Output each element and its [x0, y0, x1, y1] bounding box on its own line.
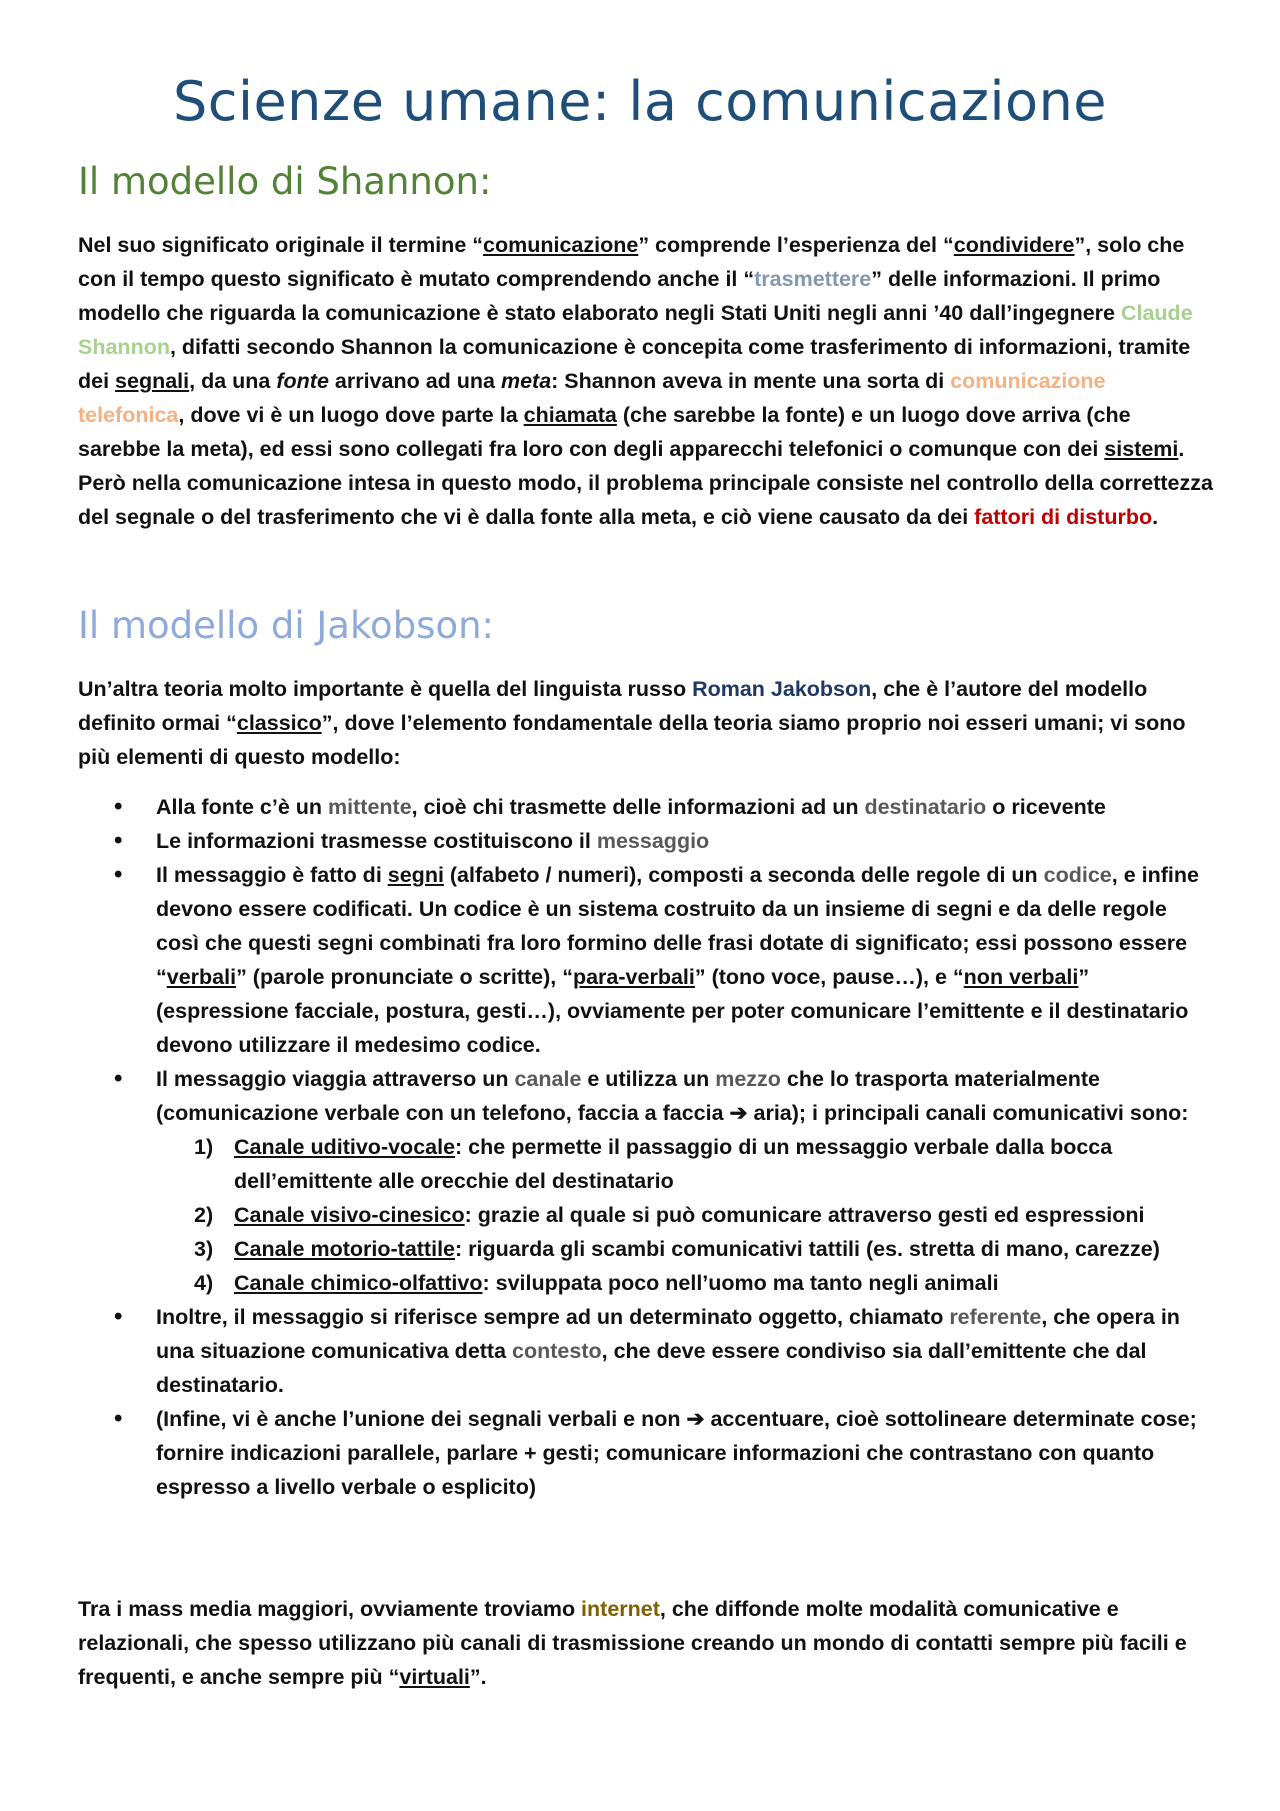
shannon-paragraph — [78, 228, 1213, 534]
emphasized-text: chiamata — [523, 403, 617, 427]
channel-name: Canale uditivo-vocale — [234, 1135, 456, 1159]
channel-description: : grazie al quale si può comunicare attraverso gesti ed espressioni — [464, 1203, 1145, 1227]
text-run: , che è l’autore del modello definito ormai “ — [78, 677, 1148, 735]
emphasized-text: contesto — [512, 1339, 602, 1363]
emphasized-text: trasmettere — [754, 267, 872, 291]
channel-item — [156, 1130, 1213, 1198]
text-run: Tra i mass media maggiori, ovviamente troviamo — [78, 1597, 582, 1621]
channels-list — [156, 1130, 1213, 1300]
arrow-icon: ➔ — [729, 1101, 748, 1125]
emphasized-text: referente — [949, 1305, 1042, 1329]
text-run: (alfabeto / numeri), composti a seconda delle regole di un — [443, 863, 1044, 887]
text-run: arrivano ad una — [328, 369, 501, 393]
text-run: , che opera in una situazione comunicativa detta — [156, 1305, 1180, 1363]
emphasized-text: destinatario — [864, 795, 987, 819]
text-run: , e infine devono essere codificati. Un codice è un sistema costruito da un insieme di segni e da delle regole così che questi segni combinati fra loro formino delle frasi dotate di significato; essi possono essere “ — [156, 863, 1199, 989]
closing-paragraph — [78, 1592, 1213, 1694]
emphasized-text: fattori di disturbo — [974, 505, 1153, 529]
channel-name: Canale visivo-cinesico — [234, 1203, 465, 1227]
text-run: Inoltre, il messaggio si riferisce sempre ad un determinato oggetto, chiamato — [156, 1305, 950, 1329]
text-run: e utilizza un — [581, 1067, 716, 1091]
jakobson-intro-paragraph — [78, 672, 1213, 774]
emphasized-text: verbali — [166, 965, 237, 989]
section-heading-jakobson: Il modello di Jakobson: — [78, 604, 495, 647]
emphasized-text: messaggio — [596, 829, 710, 853]
emphasized-text: fonte — [276, 369, 329, 393]
bullet-item — [78, 824, 1213, 858]
text-run: ”, solo che con il tempo questo significato è mutato comprendendo anche il “ — [78, 233, 1185, 291]
text-run: , che deve essere condiviso sia dall’emittente che dal destinatario. — [156, 1339, 1147, 1397]
channel-number: 4) — [194, 1271, 214, 1295]
channel-name: Canale motorio-tattile — [234, 1237, 455, 1261]
bullet-item — [78, 1300, 1213, 1402]
channel-description: : riguarda gli scambi comunicativi tattili (es. stretta di mano, carezze) — [455, 1237, 1160, 1261]
emphasized-text: comunicazione — [483, 233, 639, 257]
channel-item — [156, 1232, 1213, 1266]
channel-description: : sviluppata poco nell’uomo ma tanto negli animali — [482, 1271, 999, 1295]
emphasized-text: Roman Jakobson — [692, 677, 872, 701]
bullet-item — [78, 1062, 1213, 1300]
bullet-item — [78, 858, 1213, 1062]
emphasized-text: condividere — [953, 233, 1075, 257]
text-run: Alla fonte c’è un — [156, 795, 329, 819]
text-run: Il messaggio viaggia attraverso un — [156, 1067, 515, 1091]
channel-name: Canale chimico-olfattivo — [234, 1271, 483, 1295]
channel-number: 3) — [194, 1237, 214, 1261]
page-title: Scienze umane: la comunicazione — [172, 70, 1108, 133]
text-run: (che sarebbe la fonte) e un luogo dove arriva (che sarebbe la meta), ed essi sono collegati fra loro con degli apparecchi telefonici o comunque con dei — [78, 403, 1131, 461]
channel-description: : che permette il passaggio di un messaggio verbale dalla bocca dell’emittente alle orecchie del destinatario — [234, 1135, 1113, 1193]
emphasized-text: internet — [581, 1597, 660, 1621]
text-run: ” (espressione facciale, postura, gesti…), ovviamente per poter comunicare l’emittente e il destinatario devono utilizzare il medesimo codice. — [156, 965, 1189, 1057]
text-run: accentuare, cioè sottolineare determinate cose; fornire indicazioni parallele, parlare + gesti; comunicare informazioni che contrastano con quanto espresso a livello verbale o esplicito) — [156, 1407, 1197, 1499]
emphasized-text: mittente — [328, 795, 412, 819]
emphasized-text: non verbali — [963, 965, 1079, 989]
emphasized-text: sistemi — [1104, 437, 1179, 461]
text-run: . Però nella comunicazione intesa in questo modo, il problema principale consiste nel controllo della correttezza del segnale o del trasferimento che vi è dalla fonte alla meta, e ciò viene causato da dei — [78, 437, 1213, 529]
bullet-item — [78, 1402, 1213, 1504]
text-run: Un’altra teoria molto importante è quella del linguista russo — [78, 677, 693, 701]
arrow-icon: ➔ — [686, 1407, 705, 1431]
channel-number: 1) — [194, 1135, 214, 1159]
text-run: : Shannon aveva in mente una sorta di — [551, 369, 951, 393]
text-run: ”, dove l’elemento fondamentale della teoria siamo proprio noi esseri umani; vi sono più elementi di questo modello: — [78, 711, 1186, 769]
section-heading-shannon: Il modello di Shannon: — [78, 160, 492, 203]
text-run: . — [1152, 505, 1159, 529]
emphasized-text: Claude Shannon — [78, 301, 1193, 359]
emphasized-text: meta — [500, 369, 552, 393]
text-run: ” (parole pronunciate o scritte), “ — [236, 965, 573, 989]
text-run: ” comprende l’esperienza del “ — [638, 233, 954, 257]
emphasized-text: virtuali — [399, 1665, 470, 1689]
emphasized-text: segnali — [115, 369, 190, 393]
text-run: , cioè chi trasmette delle informazioni ad un — [411, 795, 865, 819]
text-run: Le informazioni trasmesse costituiscono il — [156, 829, 597, 853]
text-run: Nel suo significato originale il termine “ — [78, 233, 483, 257]
text-run: ” (tono voce, pause…), e “ — [694, 965, 964, 989]
text-run: , che diffonde molte modalità comunicative e relazionali, che spesso utilizzano più canali di trasmissione creando un mondo di contatti sempre più facili e frequenti, e anche sempre più “ — [78, 1597, 1187, 1689]
emphasized-text: classico — [236, 711, 322, 735]
text-run: Il messaggio è fatto di — [156, 863, 388, 887]
text-run: ”. — [469, 1665, 487, 1689]
emphasized-text: para-verbali — [572, 965, 695, 989]
emphasized-text: codice — [1043, 863, 1112, 887]
text-run: , da una — [189, 369, 277, 393]
bullet-item — [78, 790, 1213, 824]
channel-number: 2) — [194, 1203, 214, 1227]
text-run: o ricevente — [986, 795, 1106, 819]
text-run: , difatti secondo Shannon la comunicazione è concepita come trasferimento di informazioni, tramite dei — [78, 335, 1191, 393]
channel-item — [156, 1198, 1213, 1232]
bullet-item-text — [156, 1067, 1188, 1125]
emphasized-text: canale — [514, 1067, 582, 1091]
text-run: , dove vi è un luogo dove parte la — [178, 403, 524, 427]
text-run: che lo trasporta materialmente (comunicazione verbale con un telefono, faccia a faccia — [156, 1067, 1100, 1125]
text-run: ” delle informazioni. Il primo modello che riguarda la comunicazione è stato elaborato negli Stati Uniti negli anni ’40 dall’ingegnere — [78, 267, 1161, 325]
text-run: aria); i principali canali comunicativi sono: — [747, 1101, 1189, 1125]
emphasized-text: comunicazione telefonica — [78, 369, 1106, 427]
jakobson-bullet-list — [78, 790, 1213, 1504]
channel-item — [156, 1266, 1213, 1300]
text-run: (Infine, vi è anche l’unione dei segnali verbali e non — [156, 1407, 687, 1431]
emphasized-text: segni — [387, 863, 444, 887]
emphasized-text: mezzo — [715, 1067, 781, 1091]
